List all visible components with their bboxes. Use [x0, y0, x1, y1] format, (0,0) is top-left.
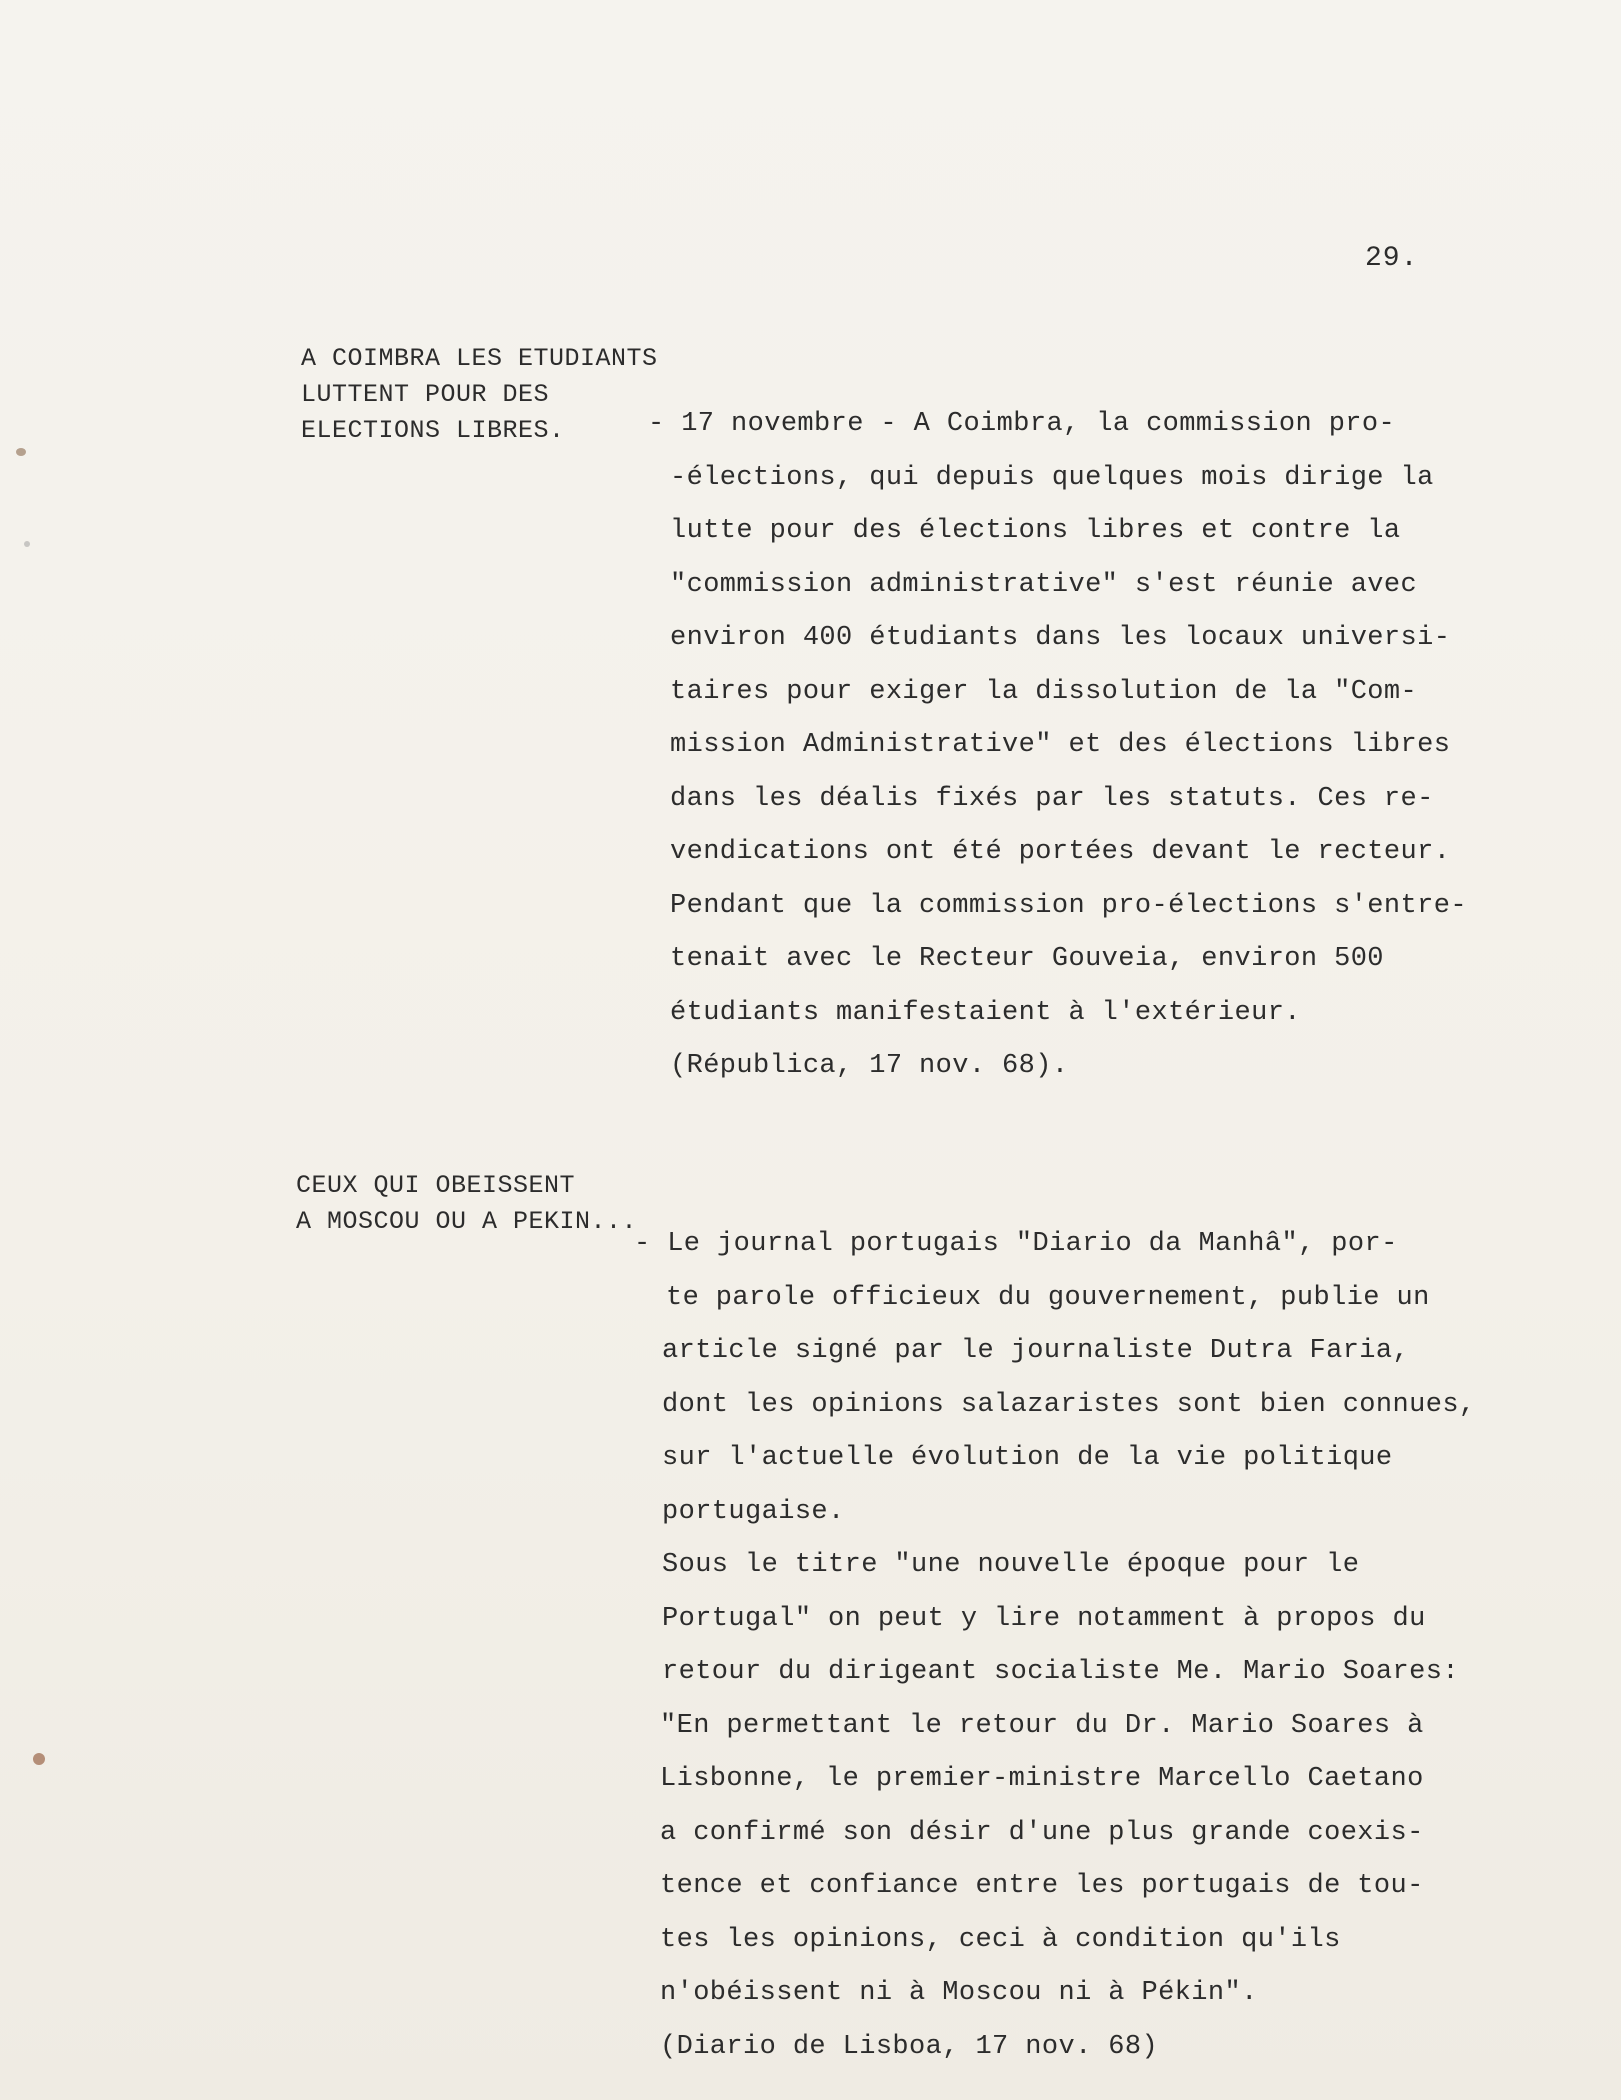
section-heading-coimbra	[301, 341, 658, 449]
heading-line: CEUX QUI OBEISSENT	[296, 1171, 576, 1200]
section-body-moscou	[634, 1218, 1476, 2074]
text-line: lutte pour des élections libres et contre la	[670, 516, 1401, 546]
page-number: 29.	[1365, 243, 1419, 274]
text-line: article signé par le journaliste Dutra Faria,	[662, 1336, 1410, 1366]
text-line: retour du dirigeant socialiste Me. Mario Soares:	[662, 1657, 1459, 1687]
text-line: taires pour exiger la dissolution de la "Com-	[670, 676, 1418, 707]
text-line: Pendant que la commission pro-élections s'entre-	[670, 890, 1467, 921]
text-line: - Le journal portugais "Diario da Manhâ", por-	[634, 1229, 1398, 1259]
text-line: portugaise.	[662, 1496, 845, 1527]
text-line: tenait avec le Recteur Gouveia, environ 500	[670, 944, 1384, 974]
text-line: n'obéissent ni à Moscou ni à Pékin".	[660, 1978, 1258, 2008]
text-line: te parole officieux du gouvernement, publie un	[666, 1282, 1430, 1313]
text-line: (Républica, 17 nov. 68).	[670, 1051, 1069, 1081]
text-line: tence et confiance entre les portugais de tou-	[660, 1871, 1424, 1901]
text-line: environ 400 étudiants dans les locaux universi-	[670, 623, 1451, 653]
margin-mark	[24, 541, 30, 547]
text-line: (Diario de Lisboa, 17 nov. 68)	[660, 2031, 1159, 2062]
text-line: tes les opinions, ceci à condition qu'ils	[660, 1924, 1341, 1955]
text-line: a confirmé son désir d'une plus grande coexis-	[660, 1817, 1424, 1848]
heading-line: A MOSCOU OU A PEKIN...	[296, 1207, 638, 1236]
text-line: - 17 novembre - A Coimbra, la commission pro-	[648, 409, 1396, 439]
text-line: Lisbonne, le premier-ministre Marcello Caetano	[660, 1764, 1424, 1794]
text-line: mission Administrative" et des élections libres	[670, 730, 1451, 760]
text-line: Portugal" on peut y lire notamment à propos du	[662, 1603, 1426, 1634]
margin-mark	[16, 448, 26, 456]
heading-line: A COIMBRA LES ETUDIANTS	[301, 344, 658, 373]
text-line: "En permettant le retour du Dr. Mario Soares à	[660, 1710, 1424, 1741]
margin-mark	[33, 1753, 45, 1765]
text-line: vendications ont été portées devant le recteur.	[670, 837, 1451, 867]
text-line: -élections, qui depuis quelques mois dirige la	[670, 462, 1434, 493]
heading-line: ELECTIONS LIBRES.	[301, 416, 565, 445]
section-heading-moscou	[296, 1168, 637, 1240]
text-line: étudiants manifestaient à l'extérieur.	[670, 997, 1301, 1028]
text-line: "commission administrative" s'est réunie avec	[670, 569, 1418, 600]
section-body-coimbra	[648, 410, 1467, 1094]
text-line: dans les déalis fixés par les statuts. Ces re-	[670, 783, 1434, 814]
text-line: dont les opinions salazaristes sont bien connues,	[662, 1389, 1476, 1420]
text-line: sur l'actuelle évolution de la vie politique	[662, 1443, 1393, 1473]
text-line: Sous le titre "une nouvelle époque pour le	[662, 1550, 1360, 1580]
heading-line: LUTTENT POUR DES	[301, 380, 550, 409]
